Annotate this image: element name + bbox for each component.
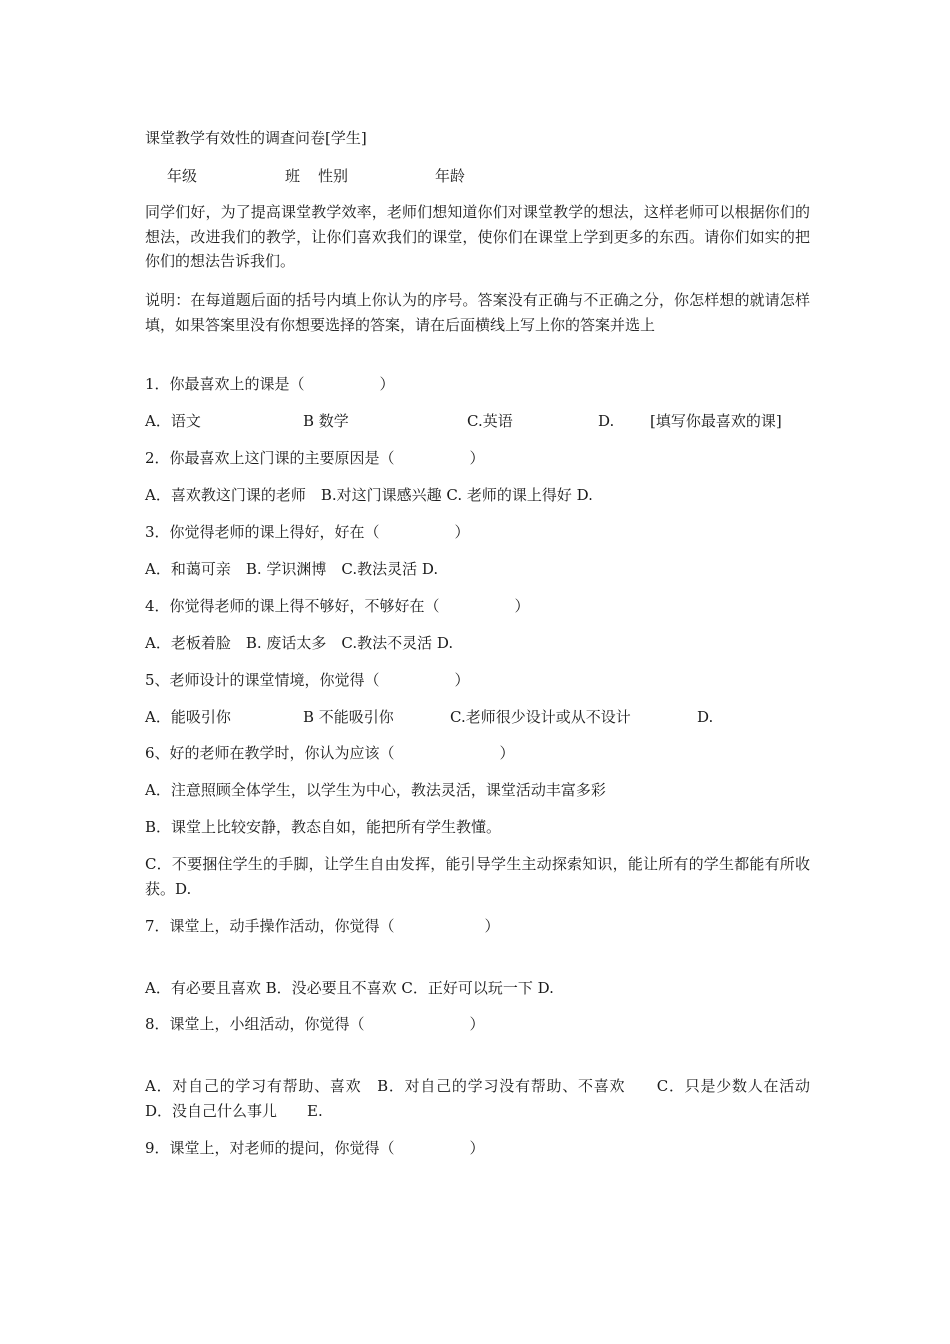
option-d-note: [填写你最喜欢的课]	[650, 412, 782, 430]
question-6-option-c: C．不要捆住学生的手脚，让学生自由发挥，能引导学生主动探索知识，能让所有的学生都能有所收获。D.	[145, 855, 810, 898]
question-9: 9．课堂上，对老师的提问，你觉得（ ）	[145, 1139, 485, 1157]
question-4: 4．你觉得老师的课上得不够好，不够好在（ ）	[145, 597, 530, 615]
question-7-options: A．有必要且喜欢 B．没必要且不喜欢 C．正好可以玩一下 D.	[145, 979, 554, 997]
question-4-options: A．老板着脸 B. 废话太多 C.教法不灵活 D.	[145, 634, 454, 652]
class-label: 班	[285, 167, 301, 185]
question-8-options: A．对自己的学习有帮助、喜欢 B．对自己的学习没有帮助、不喜欢 C．只是少数人在活动 D．没自己什么事儿 E.	[145, 1077, 810, 1120]
question-8: 8．课堂上，小组活动，你觉得（ ）	[145, 1015, 485, 1033]
option-d: D.	[697, 708, 714, 726]
age-label: 年龄	[435, 167, 466, 185]
question-2: 2．你最喜欢上这门课的主要原因是（ ）	[145, 449, 485, 467]
option-b: B 不能吸引你	[303, 708, 394, 726]
question-3: 3．你觉得老师的课上得好，好在（ ）	[145, 523, 470, 541]
question-5: 5、老师设计的课堂情境，你觉得（ ）	[145, 671, 470, 689]
option-d: D.	[598, 412, 615, 430]
question-6-option-a: A．注意照顾全体学生，以学生为中心，教法灵活，课堂活动丰富多彩	[145, 781, 606, 799]
option-c: C.英语	[467, 412, 513, 430]
question-6: 6、好的老师在教学时，你认为应该（ ）	[145, 744, 515, 762]
option-b: B 数学	[303, 412, 349, 430]
question-7: 7．课堂上，动手操作活动，你觉得（ ）	[145, 917, 500, 935]
question-6-option-b: B．课堂上比较安静，教态自如，能把所有学生教懂。	[145, 818, 502, 836]
option-c: C.老师很少设计或从不设计	[450, 708, 631, 726]
question-1: 1．你最喜欢上的课是（ ）	[145, 375, 395, 393]
gender-label: 性别	[318, 167, 349, 185]
option-a: A．语文	[145, 412, 201, 430]
option-a: A．能吸引你	[145, 708, 231, 726]
intro-paragraph: 同学们好，为了提高课堂教学效率，老师们想知道你们对课堂教学的想法，这样老师可以根据你们的想法，改进我们的教学，让你们喜欢我们的课堂，使你们在课堂上学到更多的东西。请你们如实的把你们的想法告诉我们。	[145, 203, 810, 270]
question-3-options: A．和蔼可亲 B. 学识渊博 C.教法灵活 D.	[145, 560, 439, 578]
question-2-options: A．喜欢教这门课的老师 B.对这门课感兴趣 C. 老师的课上得好 D.	[145, 486, 593, 504]
grade-label: 年级	[167, 167, 198, 185]
document-title: 课堂教学有效性的调查问卷[学生]	[145, 129, 367, 147]
instructions-paragraph: 说明：在每道题后面的括号内填上你认为的序号。答案没有正确与不正确之分，你怎样想的就请怎样填，如果答案里没有你想要选择的答案，请在后面横线上写上你的答案并选上	[145, 291, 810, 334]
